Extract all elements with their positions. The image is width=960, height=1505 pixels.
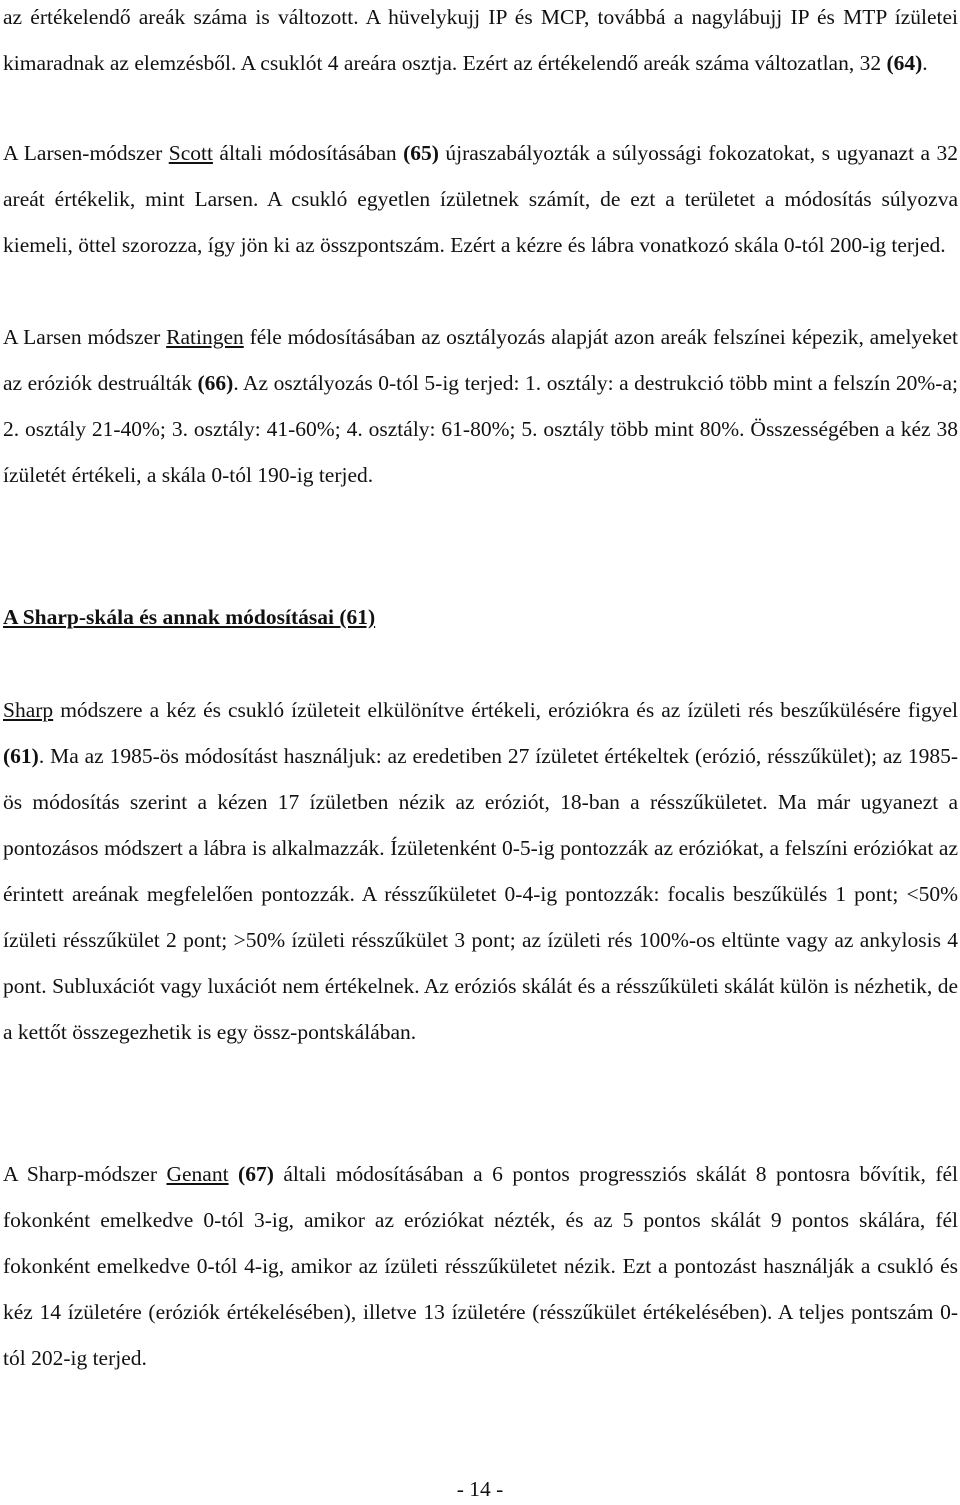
citation-ref: (67) bbox=[238, 1162, 274, 1186]
citation-ref: (64) bbox=[886, 51, 923, 75]
citation-ref: (66) bbox=[197, 371, 234, 395]
text-run bbox=[229, 1162, 238, 1186]
paragraph-larsen-modification bbox=[3, 0, 958, 86]
author-name-underlined: Ratingen bbox=[166, 325, 244, 349]
text-run: A Sharp-módszer bbox=[3, 1162, 167, 1186]
paragraph-sharp-method bbox=[3, 687, 958, 1055]
text-run: . Az osztályozás 0-tól 5-ig terjed: 1. osztály: a destrukció több mint a felszín 20%-a; 2. osztály 21-40%; 3. osztály: 41-60%; 4. osztály: 61-80%; 5. osztály több mint 80%. Összességében a kéz 38 ízületét értékeli, a skála 0-tól 190-ig terjed. bbox=[3, 371, 958, 487]
text-run: általi módosításában bbox=[212, 141, 404, 165]
citation-ref: (65) bbox=[403, 141, 439, 165]
text-run: A Larsen módszer bbox=[3, 325, 167, 349]
text-run: újraszabályozták a súlyossági fokozatokat, s ugyanazt a 32 areát értékelik, mint Larsen. A csukló egyetlen ízületnek számít, de ezt a területet a módosítás súlyozva kiemeli, öttel szorozza, így jön ki az összpontszám. Ezért a kézre és lábra vonatkozó skála 0-tól 200-ig terjed. bbox=[3, 141, 958, 257]
text-run: A Larsen-módszer bbox=[3, 141, 169, 165]
citation-ref: (61) bbox=[3, 744, 39, 768]
paragraph-ratingen-modification bbox=[3, 314, 958, 498]
text-run: . bbox=[922, 51, 928, 75]
section-heading: A Sharp-skála és annak módosításai (61) bbox=[3, 605, 376, 629]
paragraph-genant-modification bbox=[3, 1151, 958, 1381]
text-run: általi módosításában a 6 pontos progressziós skálát 8 pontosra bővítik, fél fokonként emelkedve 0-tól 3-ig, amikor az eróziókat nézték, és az 5 pontos skálát 9 pontos skálára, fél fokonként emelkedve 0-tól 4-ig, amikor az ízületi résszűkületet nézik. Ezt a pontozást használják a csukló és kéz 14 ízületére (eróziók értékelésében), illetve 13 ízületére (résszűkület értékelésében). A teljes pontszám 0-tól 202-ig terjed. bbox=[3, 1162, 958, 1370]
author-name-underlined: Sharp bbox=[3, 698, 54, 722]
page-number: - 14 - bbox=[456, 1477, 504, 1501]
text-run: féle módosításában az osztályozás alapját azon areák felszínei képezik, amelyeket az eróziók destruálták bbox=[3, 325, 958, 395]
paragraph-scott-modification bbox=[3, 130, 958, 268]
text-run: az értékelendő areák száma is változott. A hüvelykujj IP és MCP, továbbá a nagylábujj IP és MTP ízületei kimaradnak az elemzésből. A csuklót 4 areára osztja. Ezért az értékelendő areák száma változatlan, 32 bbox=[3, 5, 958, 75]
author-name-underlined: Scott bbox=[168, 141, 213, 165]
text-run: módszere a kéz és csukló ízületeit elkülönítve értékeli, eróziókra és az ízületi rés beszűkülésére figyel bbox=[53, 698, 958, 722]
author-name-underlined: Genant bbox=[166, 1162, 229, 1186]
text-run: . Ma az 1985-ös módosítást használjuk: az eredetiben 27 ízületet értékeltek (erózió, résszűkület); az 1985-ös módosítás szerint a kézen 17 ízületben nézik az eróziót, 18-ban a résszűkületet. Ma már ugyanezt a pontozásos módszert a lábra is alkalmazzák. Ízületenként 0-5-ig pontozzák az eróziókat, a felszíni eróziókat az érintett areának megfelelően pontozzák. A résszűkületet 0-4-ig pontozzák: focalis beszűkülés 1 pont; <50% ízületi résszűkület 2 pont; >50% ízületi résszűkület 3 pont; az ízületi rés 100%-os eltünte vagy az ankylosis 4 pont. Subluxációt vagy luxációt nem értékelnek. Az eróziós skálát és a résszűkületi skálát külön is nézhetik, de a kettőt összegezhetik is egy össz-pontskálában. bbox=[3, 744, 958, 1044]
